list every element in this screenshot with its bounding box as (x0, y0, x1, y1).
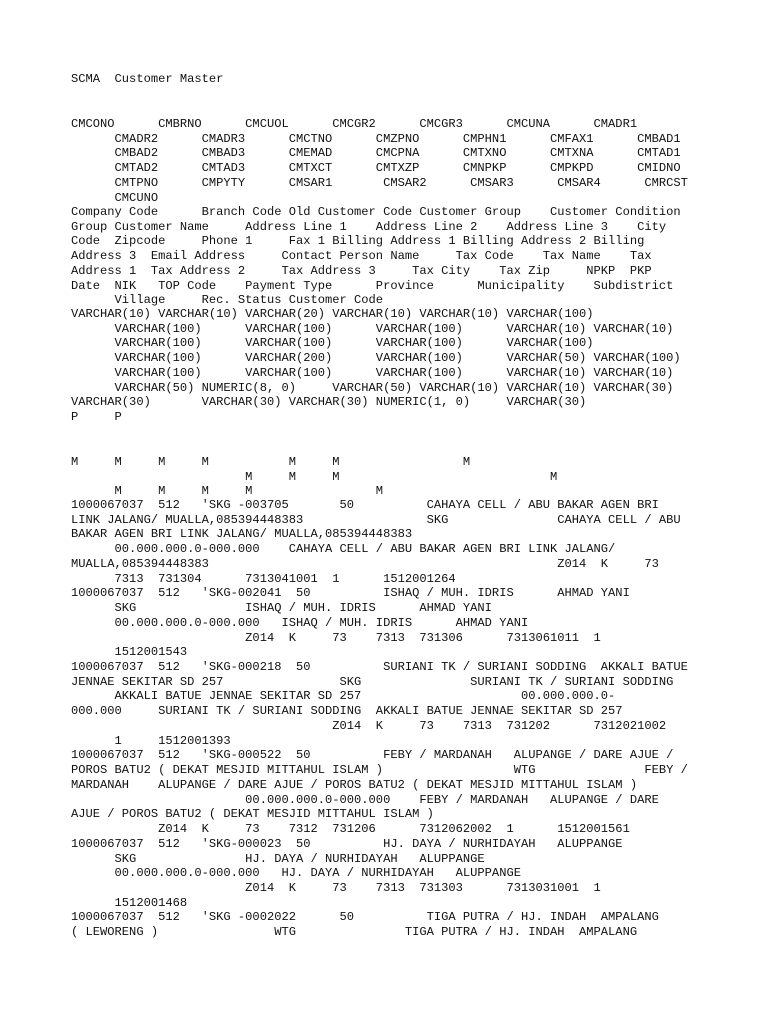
record-line: AKKALI BATUE JENNAE SEKITAR SD 257 00.000.000.0- (71, 689, 616, 704)
field-label-line: Code Zipcode Phone 1 Fax 1 Billing Address 1 Billing Address 2 Billing (71, 234, 645, 249)
field-type-line: VARCHAR(10) VARCHAR(10) VARCHAR(20) VARCHAR(10) VARCHAR(10) VARCHAR(100) (71, 307, 594, 321)
mandatory-flag-line: M M M M (71, 469, 558, 484)
record-line: 1000067037 512 'SKG -003705 50 CAHAYA CELL / ABU BAKAR AGEN BRI (71, 498, 659, 512)
field-label-line: Date NIK TOP Code Payment Type Province Municipality Subdistrict (71, 278, 674, 293)
field-type-line: VARCHAR(100) VARCHAR(100) VARCHAR(100) VARCHAR(100) (71, 336, 594, 351)
record-line: 000.000 SURIANI TK / SURIANI SODDING AKKALI BATUE JENNAE SEKITAR SD 257 (71, 704, 623, 719)
record-line: 00.000.000.0-000.000 HJ. DAYA / NURHIDAYAH ALUPPANGE (71, 866, 521, 881)
field-type-line: VARCHAR(50) NUMERIC(8, 0) VARCHAR(50) VARCHAR(10) VARCHAR(10) VARCHAR(30) (71, 380, 674, 395)
record-line: 00.000.000.0-000.000 CAHAYA CELL / ABU BAKAR AGEN BRI LINK JALANG/ (71, 542, 616, 557)
field-label-line: Company Code Branch Code Old Customer Code Customer Group Customer Condition (71, 205, 681, 219)
field-code-line: CMCUNO (71, 190, 159, 205)
record-line: Z014 K 73 7313 731202 7312021002 (71, 718, 667, 733)
record-line: 00.000.000.0-000.000 FEBY / MARDANAH ALUPANGE / DARE (71, 792, 659, 807)
record-line: LINK JALANG/ MUALLA,085394448383 SKG CAHAYA CELL / ABU (71, 512, 681, 527)
record-line: 1512001543 (71, 645, 188, 660)
record-line: SKG ISHAQ / MUH. IDRIS AHMAD YANI (71, 601, 492, 616)
field-label-line: Address 3 Email Address Contact Person Name Tax Code Tax Name Tax (71, 249, 652, 264)
mandatory-flag-line: M M M M M (71, 484, 384, 499)
field-type-line: VARCHAR(100) VARCHAR(100) VARCHAR(100) VARCHAR(10) VARCHAR(10) (71, 321, 674, 336)
field-type-line: VARCHAR(100) VARCHAR(100) VARCHAR(100) VARCHAR(10) VARCHAR(10) (71, 365, 674, 380)
mandatory-flag-line: M M M M M M M (71, 455, 471, 469)
record-line: JENNAE SEKITAR SD 257 SKG SURIANI TK / SURIANI SODDING (71, 674, 674, 689)
record-line: MUALLA,085394448383 Z014 K 73 (71, 556, 659, 571)
field-code-line: CMCONO CMBRNO CMCUOL CMCGR2 CMCGR3 CMCUNA CMADR1 (71, 117, 638, 131)
field-label-line: Village Rec. Status Customer Code (71, 293, 384, 308)
field-code-line: CMADR2 CMADR3 CMCTNO CMZPNO CMPHN1 CMFAX1 CMBAD1 (71, 131, 681, 146)
record-line: Z014 K 73 7312 731206 7312062002 1 1512001561 (71, 822, 630, 837)
field-type-line: P P (71, 410, 122, 425)
record-line: SKG HJ. DAYA / NURHIDAYAH ALUPPANGE (71, 851, 485, 866)
field-code-line: CMBAD2 CMBAD3 CMEMAD CMCPNA CMTXNO CMTXNA CMTAD1 (71, 146, 681, 161)
record-line: 00.000.000.0-000.000 ISHAQ / MUH. IDRIS AHMAD YANI (71, 615, 529, 630)
record-line: POROS BATU2 ( DEKAT MESJID MITTAHUL ISLAM ) WTG FEBY / (71, 763, 688, 778)
record-line: 1000067037 512 'SKG-000218 50 SURIANI TK / SURIANI SODDING AKKALI BATUE (71, 660, 688, 675)
record-line: 1 1512001393 (71, 733, 231, 748)
field-type-line: VARCHAR(30) VARCHAR(30) VARCHAR(30) NUMERIC(1, 0) VARCHAR(30) (71, 395, 587, 410)
field-code-line: CMTAD2 CMTAD3 CMTXCT CMTXZP CMNPKP CMPKPD CMIDNO (71, 161, 681, 176)
field-type-line: VARCHAR(100) VARCHAR(200) VARCHAR(100) VARCHAR(50) VARCHAR(100) (71, 351, 681, 366)
record-line: Z014 K 73 7313 731306 7313061011 1 (71, 630, 601, 645)
document-title: SCMA Customer Master (71, 72, 224, 86)
record-line: 1000067037 512 'SKG-000023 50 HJ. DAYA / NURHIDAYAH ALUPPANGE (71, 836, 623, 851)
record-line: 7313 731304 7313041001 1 1512001264 (71, 571, 456, 586)
record-line: 1000067037 512 'SKG-000522 50 FEBY / MARDANAH ALUPANGE / DARE AJUE / (71, 748, 674, 763)
record-line: MARDANAH ALUPANGE / DARE AJUE / POROS BATU2 ( DEKAT MESJID MITTAHUL ISLAM ) (71, 777, 638, 792)
field-label-line: Group Customer Name Address Line 1 Address Line 2 Address Line 3 City (71, 219, 667, 234)
record-line: ( LEWORENG ) WTG TIGA PUTRA / HJ. INDAH AMPALANG (71, 925, 638, 940)
record-line: 1000067037 512 'SKG-002041 50 ISHAQ / MUH. IDRIS AHMAD YANI (71, 586, 630, 601)
record-line: BAKAR AGEN BRI LINK JALANG/ MUALLA,085394448383 (71, 527, 413, 542)
record-line: Z014 K 73 7313 731303 7313031001 1 (71, 880, 601, 895)
record-line: 1512001468 (71, 895, 188, 910)
record-line: 1000067037 512 'SKG -0002022 50 TIGA PUTRA / HJ. INDAH AMPALANG (71, 910, 659, 925)
field-code-line: CMTPNO CMPYTY CMSAR1 CMSAR2 CMSAR3 CMSAR4 CMRCST (71, 175, 688, 190)
field-label-line: Address 1 Tax Address 2 Tax Address 3 Tax City Tax Zip NPKP PKP (71, 263, 652, 278)
record-line: AJUE / POROS BATU2 ( DEKAT MESJID MITTAHUL ISLAM ) (71, 807, 434, 822)
